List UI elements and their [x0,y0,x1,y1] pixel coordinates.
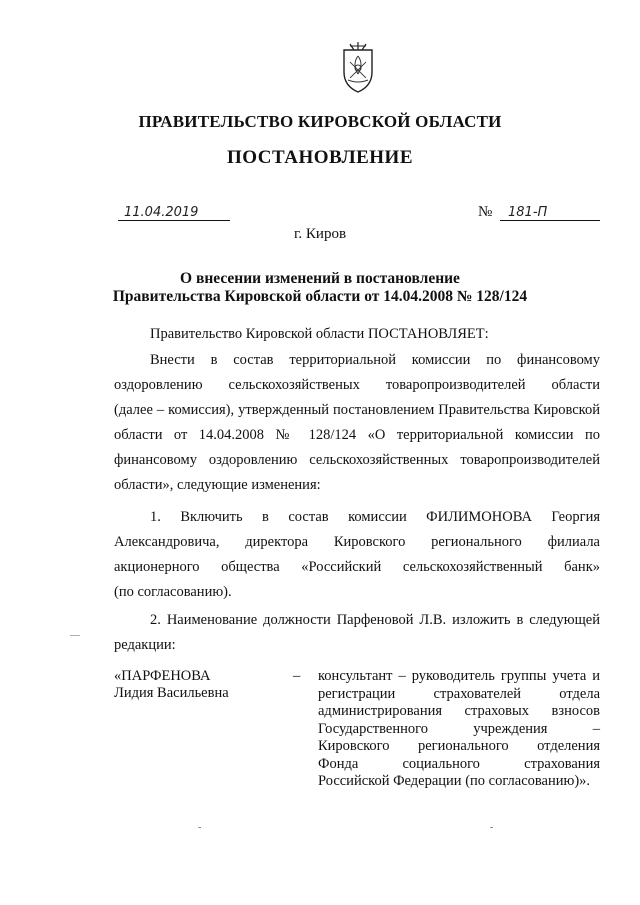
decree-date [118,205,230,221]
scan-mark: — [70,630,80,641]
text-line: акционерного общества «Российский сельскохозяйственный банк» [114,559,600,575]
text-line: области от 14.04.2008 № 128/124 «О территориальной комиссии по [114,427,600,443]
city: г. Киров [293,226,347,242]
document-title [0,270,640,306]
person-role [318,668,600,791]
scan-mark: - [198,822,202,833]
scan-mark: - [490,822,494,833]
text-line: (далее – комиссия), утвержденный постановлением Правительства Кировской [114,402,600,418]
decree-number [500,205,600,221]
text-line: 1. Включить в состав комиссии ФИЛИМОНОВА Георгия [150,509,600,525]
text-line: оздоровлению сельскохозяйственых товаропроизводителей области [114,377,600,393]
text-line: (по согласованию). [114,584,232,600]
resolution-preamble: Правительство Кировской области ПОСТАНОВЛЯЕТ: [150,326,489,342]
decree-number-value: 181-П [508,205,548,220]
paragraph-item-2 [114,608,600,658]
document-type: ПОСТАНОВЛЕНИЕ [226,147,414,168]
text-line: 2. Наименование должности Парфеновой Л.В. изложить в следующей [150,612,600,628]
number-label: № [478,204,493,220]
text-line: Александровича, директора Кировского регионального филиала [114,534,600,550]
text-line: редакции: [114,637,176,653]
government-name: ПРАВИТЕЛЬСТВО КИРОВСКОЙ ОБЛАСТИ [138,112,502,131]
role-line: регистрации страхователей отдела [318,685,600,702]
role-line: Кировского регионального отделения [318,738,600,754]
role-line: Государственного учреждения – [318,720,600,737]
person-name [114,668,229,702]
role-line: Российской Федерации (по согласованию)». [318,773,591,789]
person-surname: «ПАРФЕНОВА [114,668,211,684]
text-line: области», следующие изменения: [114,477,321,493]
decree-date-value: 11.04.2019 [124,205,199,220]
entry-dash: – [293,668,301,684]
role-line: Фонда социального страхования [318,755,600,772]
role-line: администрирования страховых взносов [318,703,600,719]
title-line: Правительства Кировской области от 14.04.2008 № 128/124 [112,288,528,305]
paragraph-main [114,348,600,498]
paragraph-item-1 [114,505,600,605]
text-line: финансовому оздоровлению сельскохозяйственных товаропроизводителей [114,452,600,468]
kirov-coat-of-arms-icon [336,42,380,94]
person-given-names: Лидия Васильевна [114,685,229,701]
role-line: консультант – руководитель группы учета и [318,668,600,684]
title-line: О внесении изменений в постановление [180,270,460,287]
text-line: Внести в состав территориальной комиссии по финансовому [150,352,600,368]
